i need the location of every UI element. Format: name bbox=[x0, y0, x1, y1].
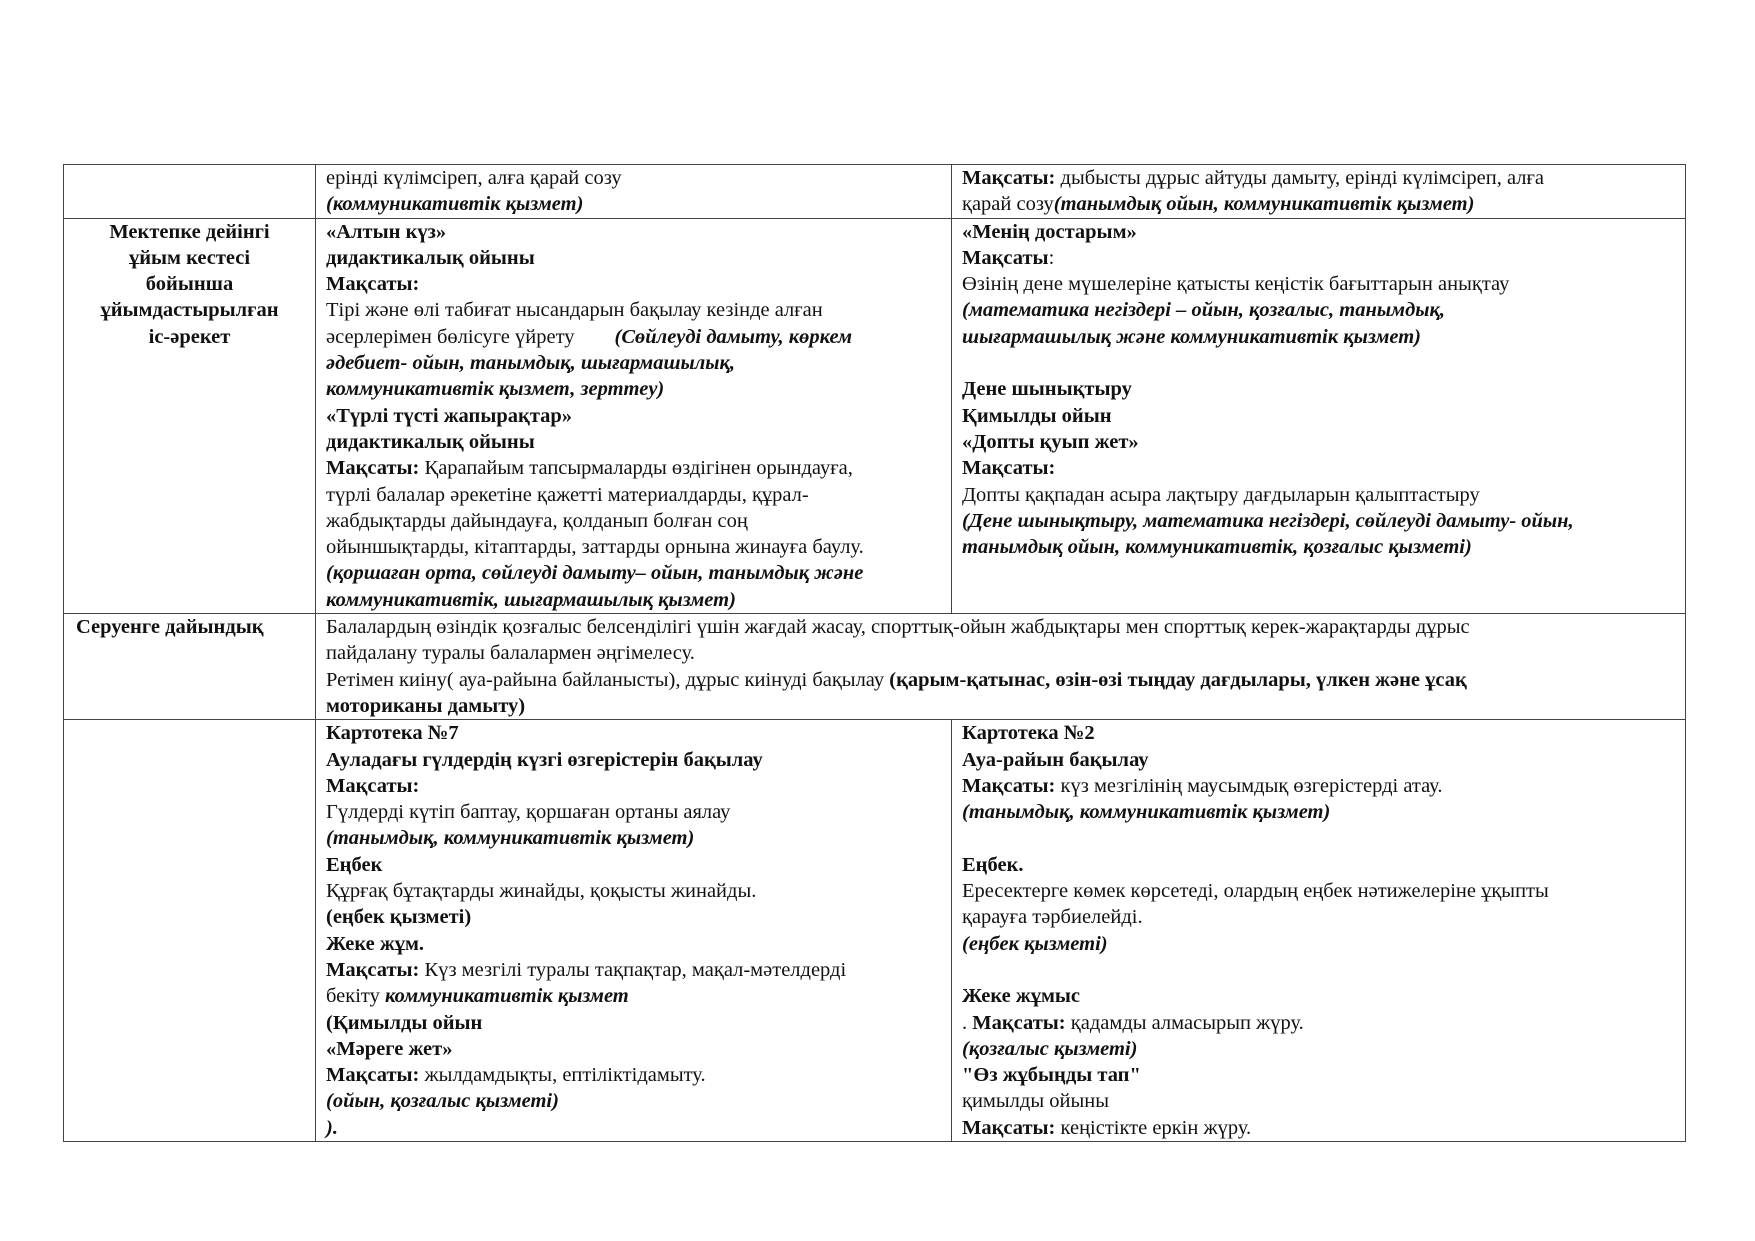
goal-text: жабдықтарды дайындауға, қолданып болған соң bbox=[326, 509, 748, 532]
text-line bbox=[326, 983, 941, 1009]
goal-label: Мақсаты: bbox=[326, 1064, 420, 1087]
label-line: Мектепке дейінгі bbox=[109, 220, 270, 243]
plan-table-container bbox=[63, 164, 1685, 1142]
goal-label: Мақсаты bbox=[962, 246, 1049, 269]
goal-text: түрлі балалар әрекетіне қажетті материалдарды, құрал- bbox=[326, 483, 809, 506]
goal-text: бекіту bbox=[326, 985, 385, 1008]
observation-title: Ауладағы гүлдердің күзгі өзгерістерін бақылау bbox=[326, 748, 763, 771]
activity-tag: (қозғалыс қызметі) bbox=[962, 1037, 1138, 1060]
activity-tag: (еңбек қызметі) bbox=[326, 906, 472, 929]
text-plain: . bbox=[962, 1011, 973, 1034]
activity-tag: танымдық ойын, коммуникативтік, қозғалыс қызметі) bbox=[962, 536, 1472, 559]
game-type: (Қимылды ойын bbox=[326, 1011, 483, 1034]
text-line: пайдалану туралы балалармен әңгімелесу. bbox=[326, 642, 695, 665]
text-line bbox=[962, 191, 1675, 217]
section-title: Жеке жұм. bbox=[326, 932, 425, 955]
game-title: "Өз жұбыңды тап" bbox=[962, 1064, 1141, 1087]
activity-tag: (коммуникативтік қызмет) bbox=[326, 193, 584, 216]
text-plain: Ретімен киіну( ауа-райына байланысты), дұрыс киінуді бақылау bbox=[326, 668, 890, 691]
text-line bbox=[326, 957, 941, 983]
cell-content bbox=[952, 218, 1686, 613]
label-line: іс-әрекет bbox=[148, 325, 231, 348]
cell-content-merged bbox=[316, 614, 1686, 720]
game-type: қимылды ойыны bbox=[962, 1090, 1109, 1113]
row-label-empty bbox=[64, 165, 316, 219]
card-number: Картотека №7 bbox=[326, 722, 459, 745]
activity-tag: коммуникативтік қызмет, зерттеу) bbox=[326, 378, 665, 401]
goal-text: ойыншықтарды, кітаптарды, заттарды орнына жинауға баулу. bbox=[326, 536, 864, 559]
blank-line bbox=[962, 825, 1675, 851]
activity-tag: коммуникативтік қызмет bbox=[384, 985, 629, 1008]
text-line: қарауға тәрбиелейді. bbox=[962, 906, 1143, 929]
activity-tag: (ойын, қозғалыс қызметі) bbox=[326, 1090, 559, 1113]
label-line: ұйым кестесі bbox=[128, 246, 251, 269]
goal-label: Мақсаты: bbox=[962, 457, 1056, 480]
section-title: Еңбек. bbox=[962, 853, 1024, 876]
goal-text: жылдамдықты, ептіліктідамыту. bbox=[419, 1064, 706, 1087]
activity-tag: (танымдық, коммуникативтік қызмет) bbox=[326, 827, 695, 850]
table-row bbox=[64, 165, 1686, 219]
row-label-empty bbox=[64, 720, 316, 1142]
section-title: Жеке жұмыс bbox=[962, 985, 1081, 1008]
label-line: ұйымдастырылған bbox=[100, 299, 279, 322]
row-label-organized-activity bbox=[64, 218, 316, 613]
goal-label: Мақсаты: bbox=[962, 167, 1056, 189]
section-title: Еңбек bbox=[326, 853, 383, 876]
goal-label: Мақсаты: bbox=[326, 457, 420, 480]
goal-label: Мақсаты: bbox=[962, 1116, 1056, 1139]
text-line bbox=[962, 1010, 1675, 1036]
game-type: дидактикалық ойыны bbox=[326, 246, 535, 269]
goal-text: қарай созу bbox=[962, 193, 1054, 216]
cell-content bbox=[952, 720, 1686, 1142]
observation-title: Ауа-райын бақылау bbox=[962, 748, 1149, 771]
game-title: «Мәреге жет» bbox=[326, 1037, 453, 1060]
section-title: Дене шынықтыру bbox=[962, 378, 1132, 401]
game-type: Қимылды ойын bbox=[962, 404, 1112, 427]
activity-tag: (еңбек қызметі) bbox=[962, 932, 1108, 955]
goal-text: Гүлдерді күтіп баптау, қоршаған ортаны аялау bbox=[326, 801, 731, 824]
activity-tag: (Дене шынықтыру, математика негіздері, сөйлеуді дамыту- ойын, bbox=[962, 509, 1574, 532]
text-line: Құрғақ бұтақтарды жинайды, қоқысты жинайды. bbox=[326, 880, 757, 903]
goal-text: Допты қақпадан асыра лақтыру дағдыларын қалыптастыру bbox=[962, 483, 1480, 506]
text-line bbox=[962, 165, 1675, 191]
goal-label: Мақсаты: bbox=[962, 774, 1056, 797]
goal-text: Қарапайым тапсырмаларды өздігінен орындауға, bbox=[419, 457, 853, 480]
table-row bbox=[64, 720, 1686, 1142]
plan-table bbox=[63, 164, 1686, 1142]
closing-paren: ). bbox=[326, 1116, 338, 1139]
cell-content bbox=[316, 218, 952, 613]
label-line: бойынша bbox=[145, 273, 234, 296]
game-type: дидактикалық ойыны bbox=[326, 430, 535, 453]
row-label-walk-preparation: Серуенге дайындық bbox=[64, 614, 316, 720]
game-title: «Менің достарым» bbox=[962, 220, 1137, 243]
cell-content bbox=[316, 720, 952, 1142]
text-line bbox=[326, 455, 941, 481]
activity-tag: (танымдық, коммуникативтік қызмет) bbox=[962, 801, 1331, 824]
text-line bbox=[962, 245, 1675, 271]
activity-tag: әдебиет- ойын, танымдық, шығармашылық, bbox=[326, 352, 736, 375]
activity-tag: (қарым-қатынас, өзін-өзі тыңдау дағдылары, үлкен және ұсақ bbox=[889, 668, 1467, 691]
goal-text: Күз мезгілі туралы тақпақтар, мақал-мәтелдерді bbox=[419, 958, 847, 981]
goal-label: Мақсаты: bbox=[326, 958, 420, 981]
table-row bbox=[64, 614, 1686, 720]
text-line bbox=[326, 667, 1675, 693]
activity-tag: (танымдық ойын, коммуникативтік қызмет) bbox=[1053, 193, 1475, 216]
activity-tag: коммуникативтік, шығармашылық қызмет) bbox=[326, 588, 736, 611]
blank-line bbox=[962, 350, 1675, 376]
text-line bbox=[962, 773, 1675, 799]
game-title: «Түрлі түсті жапырақтар» bbox=[326, 404, 573, 427]
goal-text: күз мезгілінің маусымдық өзгерістерді атау. bbox=[1055, 774, 1443, 797]
activity-tag: моториканы дамыту) bbox=[326, 694, 526, 717]
activity-tag: (қоршаған орта, сөйлеуді дамыту– ойын, танымдық және bbox=[326, 562, 864, 585]
goal-colon: : bbox=[1048, 246, 1055, 269]
text-line bbox=[326, 1062, 941, 1088]
goal-text: қадамды алмасырып жүру. bbox=[1065, 1011, 1304, 1034]
goal-text: әсерлерімен бөлісуге үйрету bbox=[326, 325, 575, 348]
goal-text: Тірі және өлі табиғат нысандарын бақылау кезінде алған bbox=[326, 299, 823, 322]
blank-line bbox=[962, 957, 1675, 983]
text-line: Балалардың өзіндік қозғалыс белсенділігі үшін жағдай жасау, спорттық-ойын жабдықтары мен спорттық керек-жарақтарды дұрыс bbox=[326, 616, 1470, 639]
game-title: «Алтын күз» bbox=[326, 220, 447, 243]
activity-tag: шығармашылық және коммуникативтік қызмет) bbox=[962, 325, 1422, 348]
goal-label: Мақсаты: bbox=[326, 273, 420, 296]
goal-text: Өзінің дене мүшелеріне қатысты кеңістік бағыттарын анықтау bbox=[962, 273, 1510, 296]
activity-tag: (Сөйлеуді дамыту, көркем bbox=[614, 325, 853, 348]
game-title: «Допты қуып жет» bbox=[962, 430, 1139, 453]
text-line bbox=[962, 1115, 1675, 1141]
activity-tag: (математика негіздері – ойын, қозғалыс, танымдық, bbox=[962, 299, 1446, 322]
goal-text: дыбысты дұрыс айтуды дамыту, еріндi күлімсіреп, алға bbox=[1055, 167, 1545, 189]
goal-label: Мақсаты: bbox=[972, 1011, 1066, 1034]
text-line: еріндi күлімсіреп, алға қарай созу bbox=[326, 167, 622, 189]
table-row bbox=[64, 218, 1686, 613]
text-line: Ересектерге көмек көрсетеді, олардың еңбек нәтижелеріне ұқыпты bbox=[962, 880, 1549, 903]
card-number: Картотека №2 bbox=[962, 722, 1095, 745]
goal-text: кеңістікте еркін жүру. bbox=[1055, 1116, 1252, 1139]
cell-content bbox=[316, 165, 952, 219]
text-line bbox=[326, 324, 941, 350]
goal-label: Мақсаты: bbox=[326, 774, 420, 797]
cell-content bbox=[952, 165, 1686, 219]
